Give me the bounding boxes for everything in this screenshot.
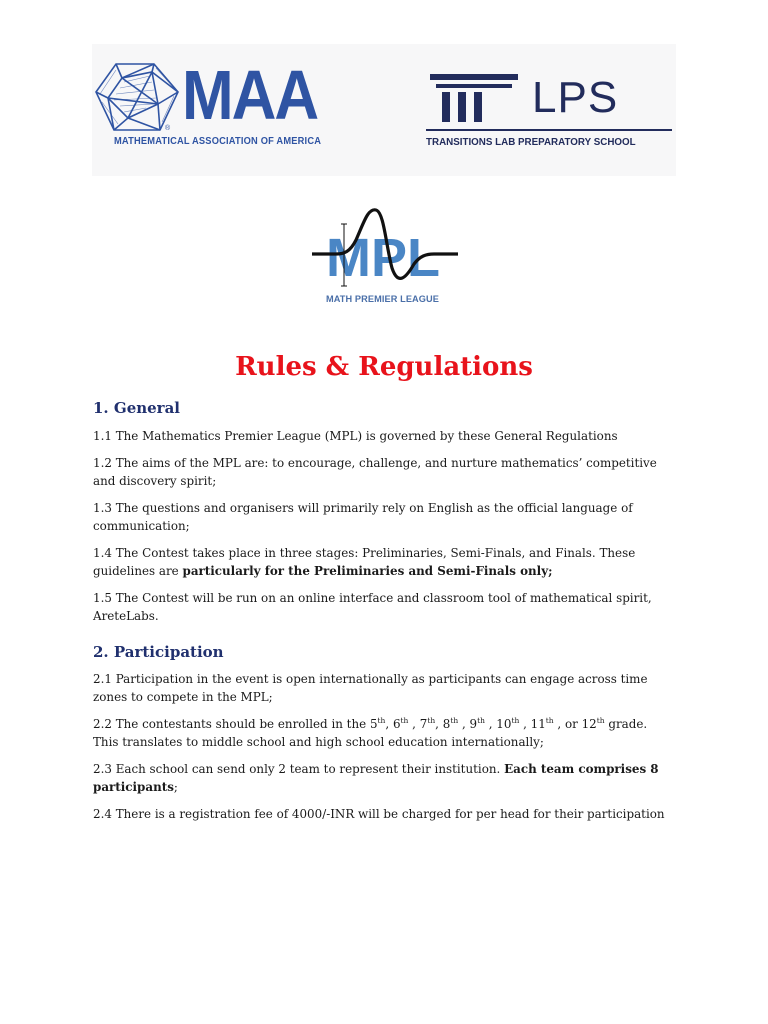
grade-6: 6 <box>392 717 401 731</box>
grade-10: 10 <box>496 717 512 731</box>
section-heading-general: 1. General <box>93 399 181 417</box>
grade-11: 11 <box>530 717 546 731</box>
clause-2-3-text: 2.3 Each school can send only 2 team to represent their institution. <box>93 762 505 776</box>
lps-wordmark: LPS <box>532 73 619 122</box>
separator: , <box>408 717 420 731</box>
maa-subtitle: MATHEMATICAL ASSOCIATION OF AMERICA <box>114 136 322 147</box>
mpl-wordmark: MPL <box>326 228 440 288</box>
clause-1-5: 1.5 The Contest will be run on an online interface and classroom tool of mathematical spirit, AreteLabs. <box>93 591 652 623</box>
mpl-wave-icon <box>310 206 460 292</box>
clause-2-2 <box>93 715 673 751</box>
separator: , or <box>553 717 582 731</box>
clause-1-4-text: 1.4 The Contest takes place in three stages: Preliminaries, Semi-Finals, and Finals. These guidelines are <box>93 546 636 578</box>
clause-2-1: 2.1 Participation in the event is open internationally as participants can engage across time zones to compete in the MPL; <box>93 672 648 704</box>
ordinal-suffix: th <box>477 716 485 726</box>
separator: , <box>385 717 393 731</box>
section-participation <box>93 640 673 823</box>
section-general <box>93 396 673 625</box>
icosahedron-icon <box>94 60 180 132</box>
section-heading-participation: 2. Participation <box>93 643 224 661</box>
ordinal-suffix: th <box>427 716 436 726</box>
clause-2-3-emphasis: Each team comprises 8 participants <box>93 762 659 794</box>
grade-8: 8 <box>442 717 451 731</box>
clause-1-2: 1.2 The aims of the MPL are: to encourage, challenge, and nurture mathematics’ competitive and discovery spirit; <box>93 456 657 488</box>
clause-1-3: 1.3 The questions and organisers will primarily rely on English as the official language of communication; <box>93 501 633 533</box>
document-body <box>93 396 673 832</box>
ordinal-suffix: th <box>400 716 409 726</box>
clause-2-4: 2.4 There is a registration fee of 4000/-INR will be charged for per head for their participation <box>93 807 665 821</box>
clause-2-2-prefix: 2.2 The contestants should be enrolled in the <box>93 717 370 731</box>
clause-1-1: 1.1 The Mathematics Premier League (MPL) is governed by these General Regulations <box>93 429 618 443</box>
grade-9: 9 <box>469 717 478 731</box>
lps-logo <box>426 72 676 152</box>
clause-1-4 <box>93 544 673 580</box>
separator: , <box>519 717 531 731</box>
clause-2-3-end: ; <box>173 780 178 794</box>
clause-2-2-suffix: grade. This translates to middle school and high school education internationally; <box>93 717 648 749</box>
pillars-icon <box>430 72 520 122</box>
maa-logo <box>94 57 330 152</box>
separator: , <box>484 717 497 731</box>
ordinal-suffix: th <box>545 716 554 726</box>
lps-subtitle: TRANSITIONS LAB PREPARATORY SCHOOL <box>426 137 636 148</box>
page-title: Rules & Regulations <box>235 352 533 382</box>
ordinal-suffix: th <box>511 716 520 726</box>
grade-7: 7 <box>419 717 428 731</box>
mpl-subtitle: MATH PREMIER LEAGUE <box>326 294 440 304</box>
svg-text:®: ® <box>165 125 171 132</box>
separator: , <box>458 717 470 731</box>
clause-1-4-emphasis: particularly for the Preliminaries and Semi-Finals only; <box>182 564 553 578</box>
maa-wordmark: MAA <box>182 57 318 135</box>
clause-2-3 <box>93 760 673 796</box>
grade-5: 5 <box>369 717 378 731</box>
separator: , <box>435 717 443 731</box>
mpl-logo <box>310 206 460 310</box>
ordinal-suffix: th <box>377 716 386 726</box>
ordinal-suffix: th <box>450 716 459 726</box>
grade-12: 12 <box>581 717 597 731</box>
ordinal-suffix: th <box>596 716 605 726</box>
lps-divider <box>426 129 672 131</box>
